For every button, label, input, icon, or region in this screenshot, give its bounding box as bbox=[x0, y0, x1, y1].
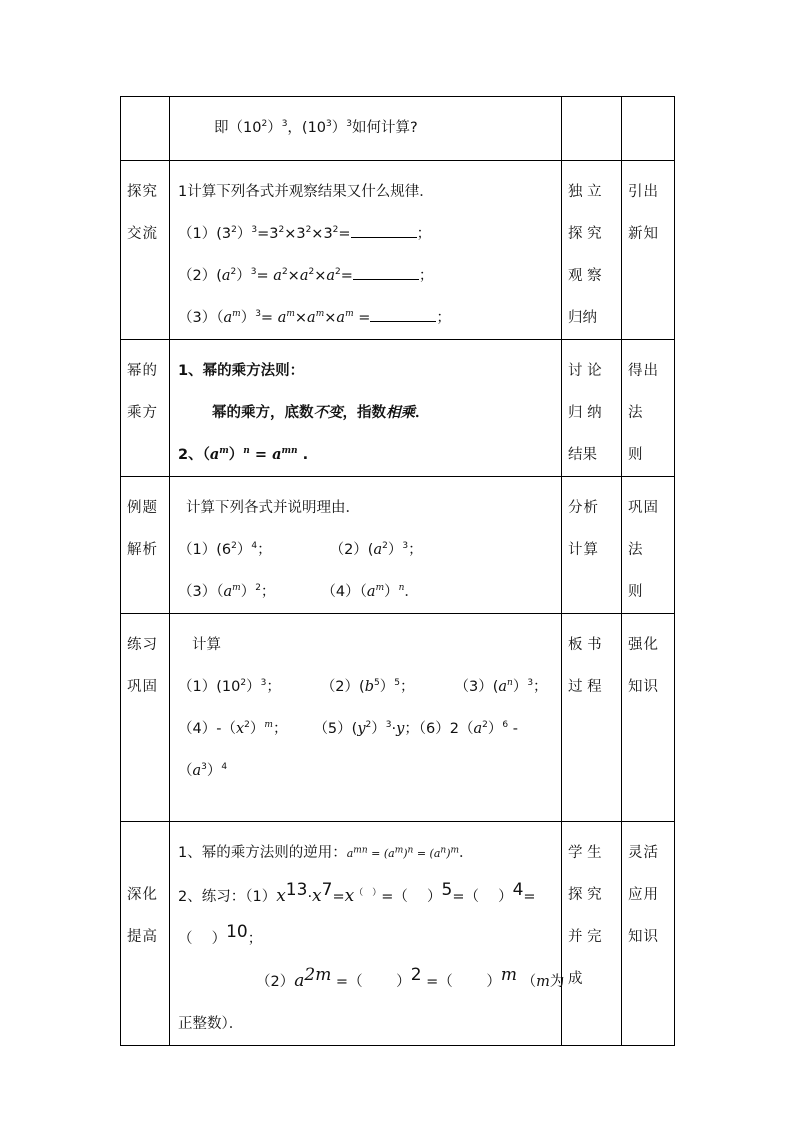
examples-instruction: 计算下列各式并说明理由． bbox=[186, 500, 360, 516]
purpose-label: 强化 bbox=[628, 637, 659, 653]
purpose-label: 新知 bbox=[628, 226, 659, 242]
activity-label: 结果 bbox=[568, 447, 597, 463]
table-row-power-rule bbox=[121, 340, 675, 477]
purpose-label: 法 bbox=[628, 405, 644, 421]
practice-line-2: $(4)-(x^2)^m$； $(5)(y^2)^3\cdot y$；$(6)2(a^2)^6$ - bbox=[178, 720, 518, 737]
stage-label: 乘方 bbox=[127, 405, 158, 421]
stage-label: 巩固 bbox=[127, 679, 158, 695]
cell-stage bbox=[121, 822, 170, 1046]
table-row-explore bbox=[121, 161, 675, 340]
cell-content bbox=[170, 340, 562, 477]
cell-stage bbox=[121, 477, 170, 614]
cell-activity bbox=[562, 614, 622, 822]
intro-question: 即$(10^2)^3$，$(10^3)^3$如何计算? bbox=[214, 119, 418, 136]
purpose-label: 知识 bbox=[628, 929, 659, 945]
purpose-label: 则 bbox=[628, 447, 644, 463]
deepen-exercise-1a: 2、练习：$(1)x^{13}\cdot x^7=x^{( )}=$（ ）$^5$=（ ）$^4$= bbox=[178, 880, 536, 906]
explore-item-1: $(1)(3^2)^3=3^2\times 3^2\times 3^2=$ ； bbox=[178, 225, 432, 242]
activity-label: 过 程 bbox=[568, 679, 602, 695]
activity-label: 归 纳 bbox=[568, 405, 602, 421]
cell-activity bbox=[562, 477, 622, 614]
activity-label: 探 究 bbox=[568, 226, 602, 242]
stage-label: 交流 bbox=[127, 226, 158, 242]
purpose-label: 引出 bbox=[628, 184, 659, 200]
table-row-deepen bbox=[121, 822, 675, 1046]
purpose-label: 知识 bbox=[628, 679, 659, 695]
explore-item-2: $(2)(a^2)^3= a^2\times a^2\times a^2=$ ； bbox=[178, 267, 434, 284]
cell-stage bbox=[121, 97, 170, 161]
cell-content bbox=[170, 97, 562, 161]
purpose-label: 得出 bbox=[628, 363, 659, 379]
activity-label: 讨 论 bbox=[568, 363, 602, 379]
lesson-plan-table bbox=[120, 96, 675, 1046]
cell-purpose bbox=[622, 97, 675, 161]
examples-line-1: $(1)(6^2)^4$； $(2)(a^2)^3$； bbox=[178, 541, 423, 558]
table-row-intro bbox=[121, 97, 675, 161]
explore-instruction: 1计算下列各式并观察结果又什么规律． bbox=[178, 184, 434, 200]
activity-label: 成 bbox=[568, 971, 583, 987]
purpose-label: 法 bbox=[628, 542, 644, 558]
deepen-exercise-2a: $(2)a^{2m}$ =（ ）$^2$ =（ ）$^m$ （m为 bbox=[256, 965, 565, 991]
table-row-examples bbox=[121, 477, 675, 614]
purpose-label: 巩固 bbox=[628, 500, 659, 516]
cell-content bbox=[170, 822, 565, 1046]
stage-label: 深化 bbox=[127, 887, 158, 903]
activity-label: 并 完 bbox=[568, 929, 602, 945]
purpose-label: 应用 bbox=[628, 887, 659, 903]
stage-label: 解析 bbox=[127, 542, 158, 558]
rule-statement: 幂的乘方，底数不变，指数相乘． bbox=[212, 405, 430, 421]
cell-stage bbox=[121, 161, 170, 340]
purpose-label: 灵活 bbox=[628, 845, 659, 861]
cell-activity bbox=[562, 161, 622, 340]
stage-label: 例题 bbox=[127, 500, 158, 516]
cell-content bbox=[170, 614, 562, 822]
explore-item-3: $(3)(a^m)^3= a^m\times a^m\times a^m$ = ； bbox=[178, 309, 451, 326]
activity-label: 探 究 bbox=[568, 887, 602, 903]
cell-stage bbox=[121, 614, 170, 822]
cell-purpose bbox=[622, 477, 675, 614]
cell-purpose bbox=[622, 614, 675, 822]
cell-content bbox=[170, 477, 562, 614]
stage-label: 提高 bbox=[127, 929, 158, 945]
activity-label: 归纳 bbox=[568, 310, 597, 326]
stage-label: 练习 bbox=[127, 637, 158, 653]
activity-label: 板 书 bbox=[568, 637, 602, 653]
rule-formula: 2、$(a^m)^n = a^{mn}$ . bbox=[178, 446, 309, 463]
deepen-exercise-2b: 正整数）． bbox=[178, 1016, 244, 1032]
stage-label: 探究 bbox=[127, 184, 158, 200]
stage-label: 幂的 bbox=[127, 363, 158, 379]
table-row-practice bbox=[121, 614, 675, 822]
practice-line-1: $(1)(10^2)^3$； $(2)(b^5)^5$； $(3)(a^n)^3$； bbox=[178, 678, 548, 695]
practice-instruction: 计算 bbox=[192, 637, 221, 653]
activity-label: 独 立 bbox=[568, 184, 602, 200]
activity-label: 计算 bbox=[568, 542, 599, 558]
rule-heading: 1、幂的乘方法则： bbox=[178, 363, 305, 379]
activity-label: 观 察 bbox=[568, 268, 602, 284]
cell-purpose bbox=[622, 161, 675, 340]
examples-line-2: $(3)(a^m)^2$； $(4)(a^m)^n$． bbox=[178, 583, 419, 600]
activity-label: 学 生 bbox=[568, 845, 602, 861]
cell-purpose bbox=[622, 822, 675, 1046]
cell-activity bbox=[562, 340, 622, 477]
practice-line-3: $(a^3)^4$ bbox=[178, 762, 228, 779]
cell-purpose bbox=[622, 340, 675, 477]
activity-label: 分析 bbox=[568, 500, 599, 516]
cell-content bbox=[170, 161, 562, 340]
deepen-inverse-rule: 1、幂的乘方法则的逆用：$a^{mn} = (a^m)^n = (a^n)^m$． bbox=[178, 845, 474, 861]
purpose-label: 则 bbox=[628, 584, 644, 600]
deepen-exercise-1b: （ ）$^{10}$； bbox=[178, 922, 263, 947]
cell-activity bbox=[562, 822, 622, 1046]
cell-activity bbox=[562, 97, 622, 161]
cell-stage bbox=[121, 340, 170, 477]
